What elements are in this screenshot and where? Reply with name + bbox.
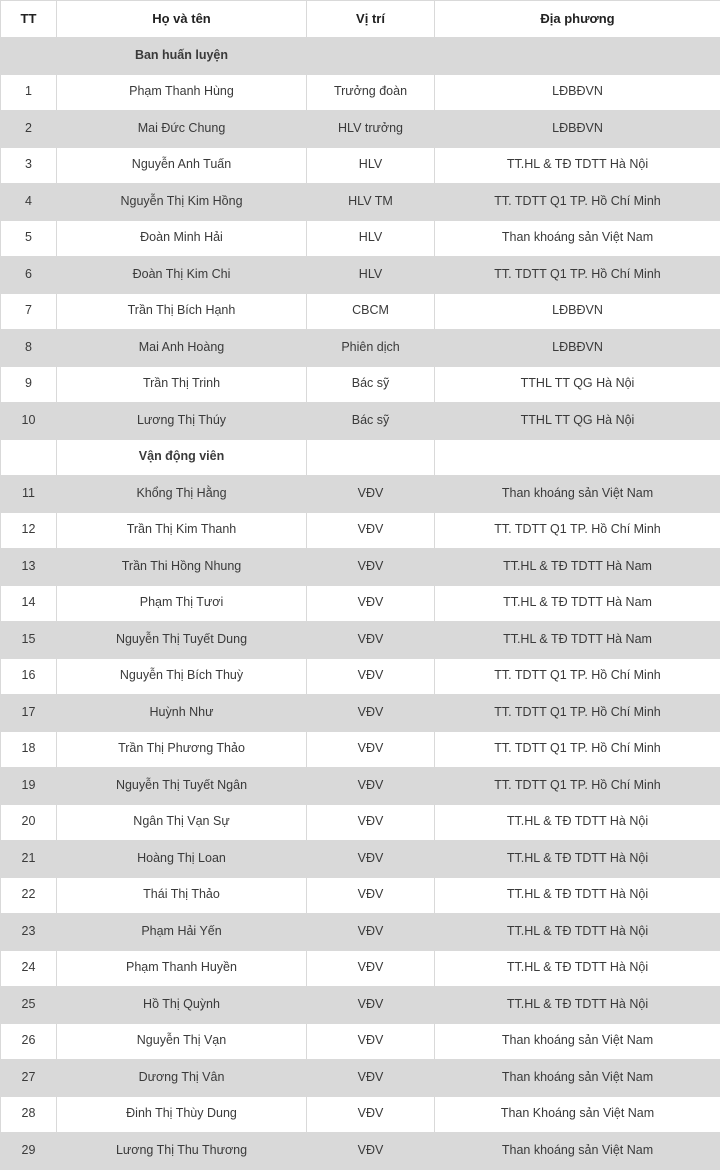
cell-locality: TT.HL & TĐ TDTT Hà Nam xyxy=(435,585,720,622)
cell-name: Dương Thị Vân xyxy=(57,1060,307,1097)
cell-name: Nguyễn Thị Bích Thuỳ xyxy=(57,658,307,695)
column-header-tt: TT xyxy=(1,1,57,38)
cell-tt: 16 xyxy=(1,658,57,695)
cell-role: Bác sỹ xyxy=(307,403,435,440)
cell-name: Nguyễn Thị Vạn xyxy=(57,1023,307,1060)
cell-tt: 10 xyxy=(1,403,57,440)
cell-name: Nguyễn Thị Tuyết Ngân xyxy=(57,768,307,805)
table-row xyxy=(1,877,720,914)
column-header-role: Vị trí xyxy=(307,1,435,38)
cell-locality xyxy=(435,439,720,476)
cell-role: HLV TM xyxy=(307,184,435,221)
cell-locality: Than khoáng sản Việt Nam xyxy=(435,220,720,257)
cell-name: Trần Thị Kim Thanh xyxy=(57,512,307,549)
cell-name: Lương Thị Thúy xyxy=(57,403,307,440)
cell-role: VĐV xyxy=(307,987,435,1024)
table-row xyxy=(1,366,720,403)
cell-tt xyxy=(1,38,57,75)
table-row xyxy=(1,768,720,805)
table-row xyxy=(1,549,720,586)
cell-locality: TT. TDTT Q1 TP. Hồ Chí Minh xyxy=(435,658,720,695)
cell-tt: 12 xyxy=(1,512,57,549)
table-row xyxy=(1,220,720,257)
cell-role: VĐV xyxy=(307,549,435,586)
cell-role: VĐV xyxy=(307,1133,435,1170)
table-row xyxy=(1,111,720,148)
cell-locality xyxy=(435,38,720,75)
cell-role: Phiên dịch xyxy=(307,330,435,367)
cell-name: Trần Thị Phương Thảo xyxy=(57,731,307,768)
table-row xyxy=(1,74,720,111)
cell-name: Trần Thị Bích Hạnh xyxy=(57,293,307,330)
table-row xyxy=(1,147,720,184)
cell-locality: TT.HL & TĐ TDTT Hà Nội xyxy=(435,914,720,951)
cell-name: Khổng Thị Hằng xyxy=(57,476,307,513)
table-row xyxy=(1,804,720,841)
cell-role: HLV xyxy=(307,220,435,257)
cell-role: VĐV xyxy=(307,768,435,805)
cell-name: Trần Thi Hồng Nhung xyxy=(57,549,307,586)
header-row xyxy=(1,1,720,38)
cell-locality: TT.HL & TĐ TDTT Hà Nội xyxy=(435,877,720,914)
cell-tt: 2 xyxy=(1,111,57,148)
section-row xyxy=(1,439,720,476)
cell-name: Mai Anh Hoàng xyxy=(57,330,307,367)
cell-tt: 23 xyxy=(1,914,57,951)
cell-role: VĐV xyxy=(307,1060,435,1097)
cell-name: Ngân Thị Vạn Sự xyxy=(57,804,307,841)
cell-tt: 24 xyxy=(1,950,57,987)
cell-locality: TTHL TT QG Hà Nội xyxy=(435,366,720,403)
cell-role: VĐV xyxy=(307,950,435,987)
cell-locality: Than Khoáng sản Việt Nam xyxy=(435,1096,720,1133)
cell-role: VĐV xyxy=(307,585,435,622)
cell-locality: TT. TDTT Q1 TP. Hồ Chí Minh xyxy=(435,184,720,221)
table-row xyxy=(1,293,720,330)
table-row xyxy=(1,585,720,622)
cell-name: Mai Đức Chung xyxy=(57,111,307,148)
cell-tt: 20 xyxy=(1,804,57,841)
table-row xyxy=(1,330,720,367)
cell-locality: LĐBĐVN xyxy=(435,330,720,367)
cell-locality: TT.HL & TĐ TDTT Hà Nội xyxy=(435,841,720,878)
cell-tt: 6 xyxy=(1,257,57,294)
cell-tt: 8 xyxy=(1,330,57,367)
table-row xyxy=(1,1096,720,1133)
cell-role: VĐV xyxy=(307,695,435,732)
table-row xyxy=(1,184,720,221)
table-row xyxy=(1,731,720,768)
cell-locality: TT. TDTT Q1 TP. Hồ Chí Minh xyxy=(435,768,720,805)
cell-tt: 19 xyxy=(1,768,57,805)
cell-role: HLV xyxy=(307,257,435,294)
table-row xyxy=(1,622,720,659)
cell-locality: Than khoáng sản Việt Nam xyxy=(435,476,720,513)
cell-locality: TTHL TT QG Hà Nội xyxy=(435,403,720,440)
cell-locality: LĐBĐVN xyxy=(435,74,720,111)
table-row xyxy=(1,1060,720,1097)
table-row xyxy=(1,257,720,294)
cell-name: Phạm Thanh Hùng xyxy=(57,74,307,111)
cell-name: Hồ Thị Quỳnh xyxy=(57,987,307,1024)
table-row xyxy=(1,841,720,878)
cell-locality: TT.HL & TĐ TDTT Hà Nội xyxy=(435,987,720,1024)
cell-locality: Than khoáng sản Việt Nam xyxy=(435,1060,720,1097)
cell-locality: Than khoáng sản Việt Nam xyxy=(435,1133,720,1170)
cell-tt xyxy=(1,439,57,476)
cell-locality: TT. TDTT Q1 TP. Hồ Chí Minh xyxy=(435,257,720,294)
cell-locality: TT.HL & TĐ TDTT Hà Nội xyxy=(435,950,720,987)
cell-role: VĐV xyxy=(307,512,435,549)
cell-role: HLV trưởng xyxy=(307,111,435,148)
table-row xyxy=(1,476,720,513)
cell-name: Ban huấn luyện xyxy=(57,38,307,75)
cell-tt: 29 xyxy=(1,1133,57,1170)
cell-tt: 14 xyxy=(1,585,57,622)
cell-locality: LĐBĐVN xyxy=(435,111,720,148)
column-header-locality: Địa phương xyxy=(435,1,720,38)
cell-locality: TT. TDTT Q1 TP. Hồ Chí Minh xyxy=(435,695,720,732)
cell-tt: 5 xyxy=(1,220,57,257)
cell-role xyxy=(307,38,435,75)
column-header-name: Họ và tên xyxy=(57,1,307,38)
table-row xyxy=(1,1133,720,1170)
cell-name: Phạm Thanh Huyền xyxy=(57,950,307,987)
cell-role: Trưởng đoàn xyxy=(307,74,435,111)
cell-locality: TT. TDTT Q1 TP. Hồ Chí Minh xyxy=(435,512,720,549)
cell-tt: 18 xyxy=(1,731,57,768)
cell-role: VĐV xyxy=(307,804,435,841)
cell-name: Đinh Thị Thùy Dung xyxy=(57,1096,307,1133)
cell-tt: 22 xyxy=(1,877,57,914)
cell-role: Bác sỹ xyxy=(307,366,435,403)
table-row xyxy=(1,914,720,951)
cell-name: Hoàng Thị Loan xyxy=(57,841,307,878)
cell-role: VĐV xyxy=(307,658,435,695)
cell-role: VĐV xyxy=(307,622,435,659)
cell-name: Lương Thị Thu Thương xyxy=(57,1133,307,1170)
cell-role: HLV xyxy=(307,147,435,184)
table-row xyxy=(1,950,720,987)
cell-name: Phạm Hải Yến xyxy=(57,914,307,951)
table-row xyxy=(1,1023,720,1060)
cell-tt: 9 xyxy=(1,366,57,403)
cell-tt: 26 xyxy=(1,1023,57,1060)
cell-name: Vận động viên xyxy=(57,439,307,476)
cell-locality: TT. TDTT Q1 TP. Hồ Chí Minh xyxy=(435,731,720,768)
table-row xyxy=(1,403,720,440)
cell-role: VĐV xyxy=(307,914,435,951)
cell-tt: 28 xyxy=(1,1096,57,1133)
cell-tt: 17 xyxy=(1,695,57,732)
cell-tt: 1 xyxy=(1,74,57,111)
cell-name: Thái Thị Thảo xyxy=(57,877,307,914)
cell-tt: 3 xyxy=(1,147,57,184)
cell-role xyxy=(307,439,435,476)
cell-role: VĐV xyxy=(307,1023,435,1060)
cell-name: Trần Thị Trinh xyxy=(57,366,307,403)
cell-tt: 15 xyxy=(1,622,57,659)
cell-name: Nguyễn Thị Tuyết Dung xyxy=(57,622,307,659)
cell-tt: 27 xyxy=(1,1060,57,1097)
cell-tt: 25 xyxy=(1,987,57,1024)
cell-name: Đoàn Minh Hải xyxy=(57,220,307,257)
cell-tt: 13 xyxy=(1,549,57,586)
cell-role: VĐV xyxy=(307,841,435,878)
cell-name: Nguyễn Thị Kim Hồng xyxy=(57,184,307,221)
cell-locality: TT.HL & TĐ TDTT Hà Nam xyxy=(435,622,720,659)
cell-locality: TT.HL & TĐ TDTT Hà Nam xyxy=(435,549,720,586)
cell-locality: TT.HL & TĐ TDTT Hà Nội xyxy=(435,147,720,184)
cell-role: VĐV xyxy=(307,877,435,914)
cell-tt: 4 xyxy=(1,184,57,221)
cell-role: CBCM xyxy=(307,293,435,330)
table-body xyxy=(1,38,720,1170)
cell-locality: TT.HL & TĐ TDTT Hà Nội xyxy=(435,804,720,841)
cell-name: Huỳnh Như xyxy=(57,695,307,732)
section-row xyxy=(1,38,720,75)
table-row xyxy=(1,987,720,1024)
cell-role: VĐV xyxy=(307,731,435,768)
cell-tt: 7 xyxy=(1,293,57,330)
cell-name: Đoàn Thị Kim Chi xyxy=(57,257,307,294)
table-row xyxy=(1,658,720,695)
cell-tt: 11 xyxy=(1,476,57,513)
cell-role: VĐV xyxy=(307,1096,435,1133)
cell-locality: Than khoáng sản Việt Nam xyxy=(435,1023,720,1060)
table-row xyxy=(1,695,720,732)
cell-tt: 21 xyxy=(1,841,57,878)
cell-role: VĐV xyxy=(307,476,435,513)
cell-name: Phạm Thị Tươi xyxy=(57,585,307,622)
cell-name: Nguyễn Anh Tuấn xyxy=(57,147,307,184)
cell-locality: LĐBĐVN xyxy=(435,293,720,330)
table-header xyxy=(1,1,720,38)
table-row xyxy=(1,512,720,549)
